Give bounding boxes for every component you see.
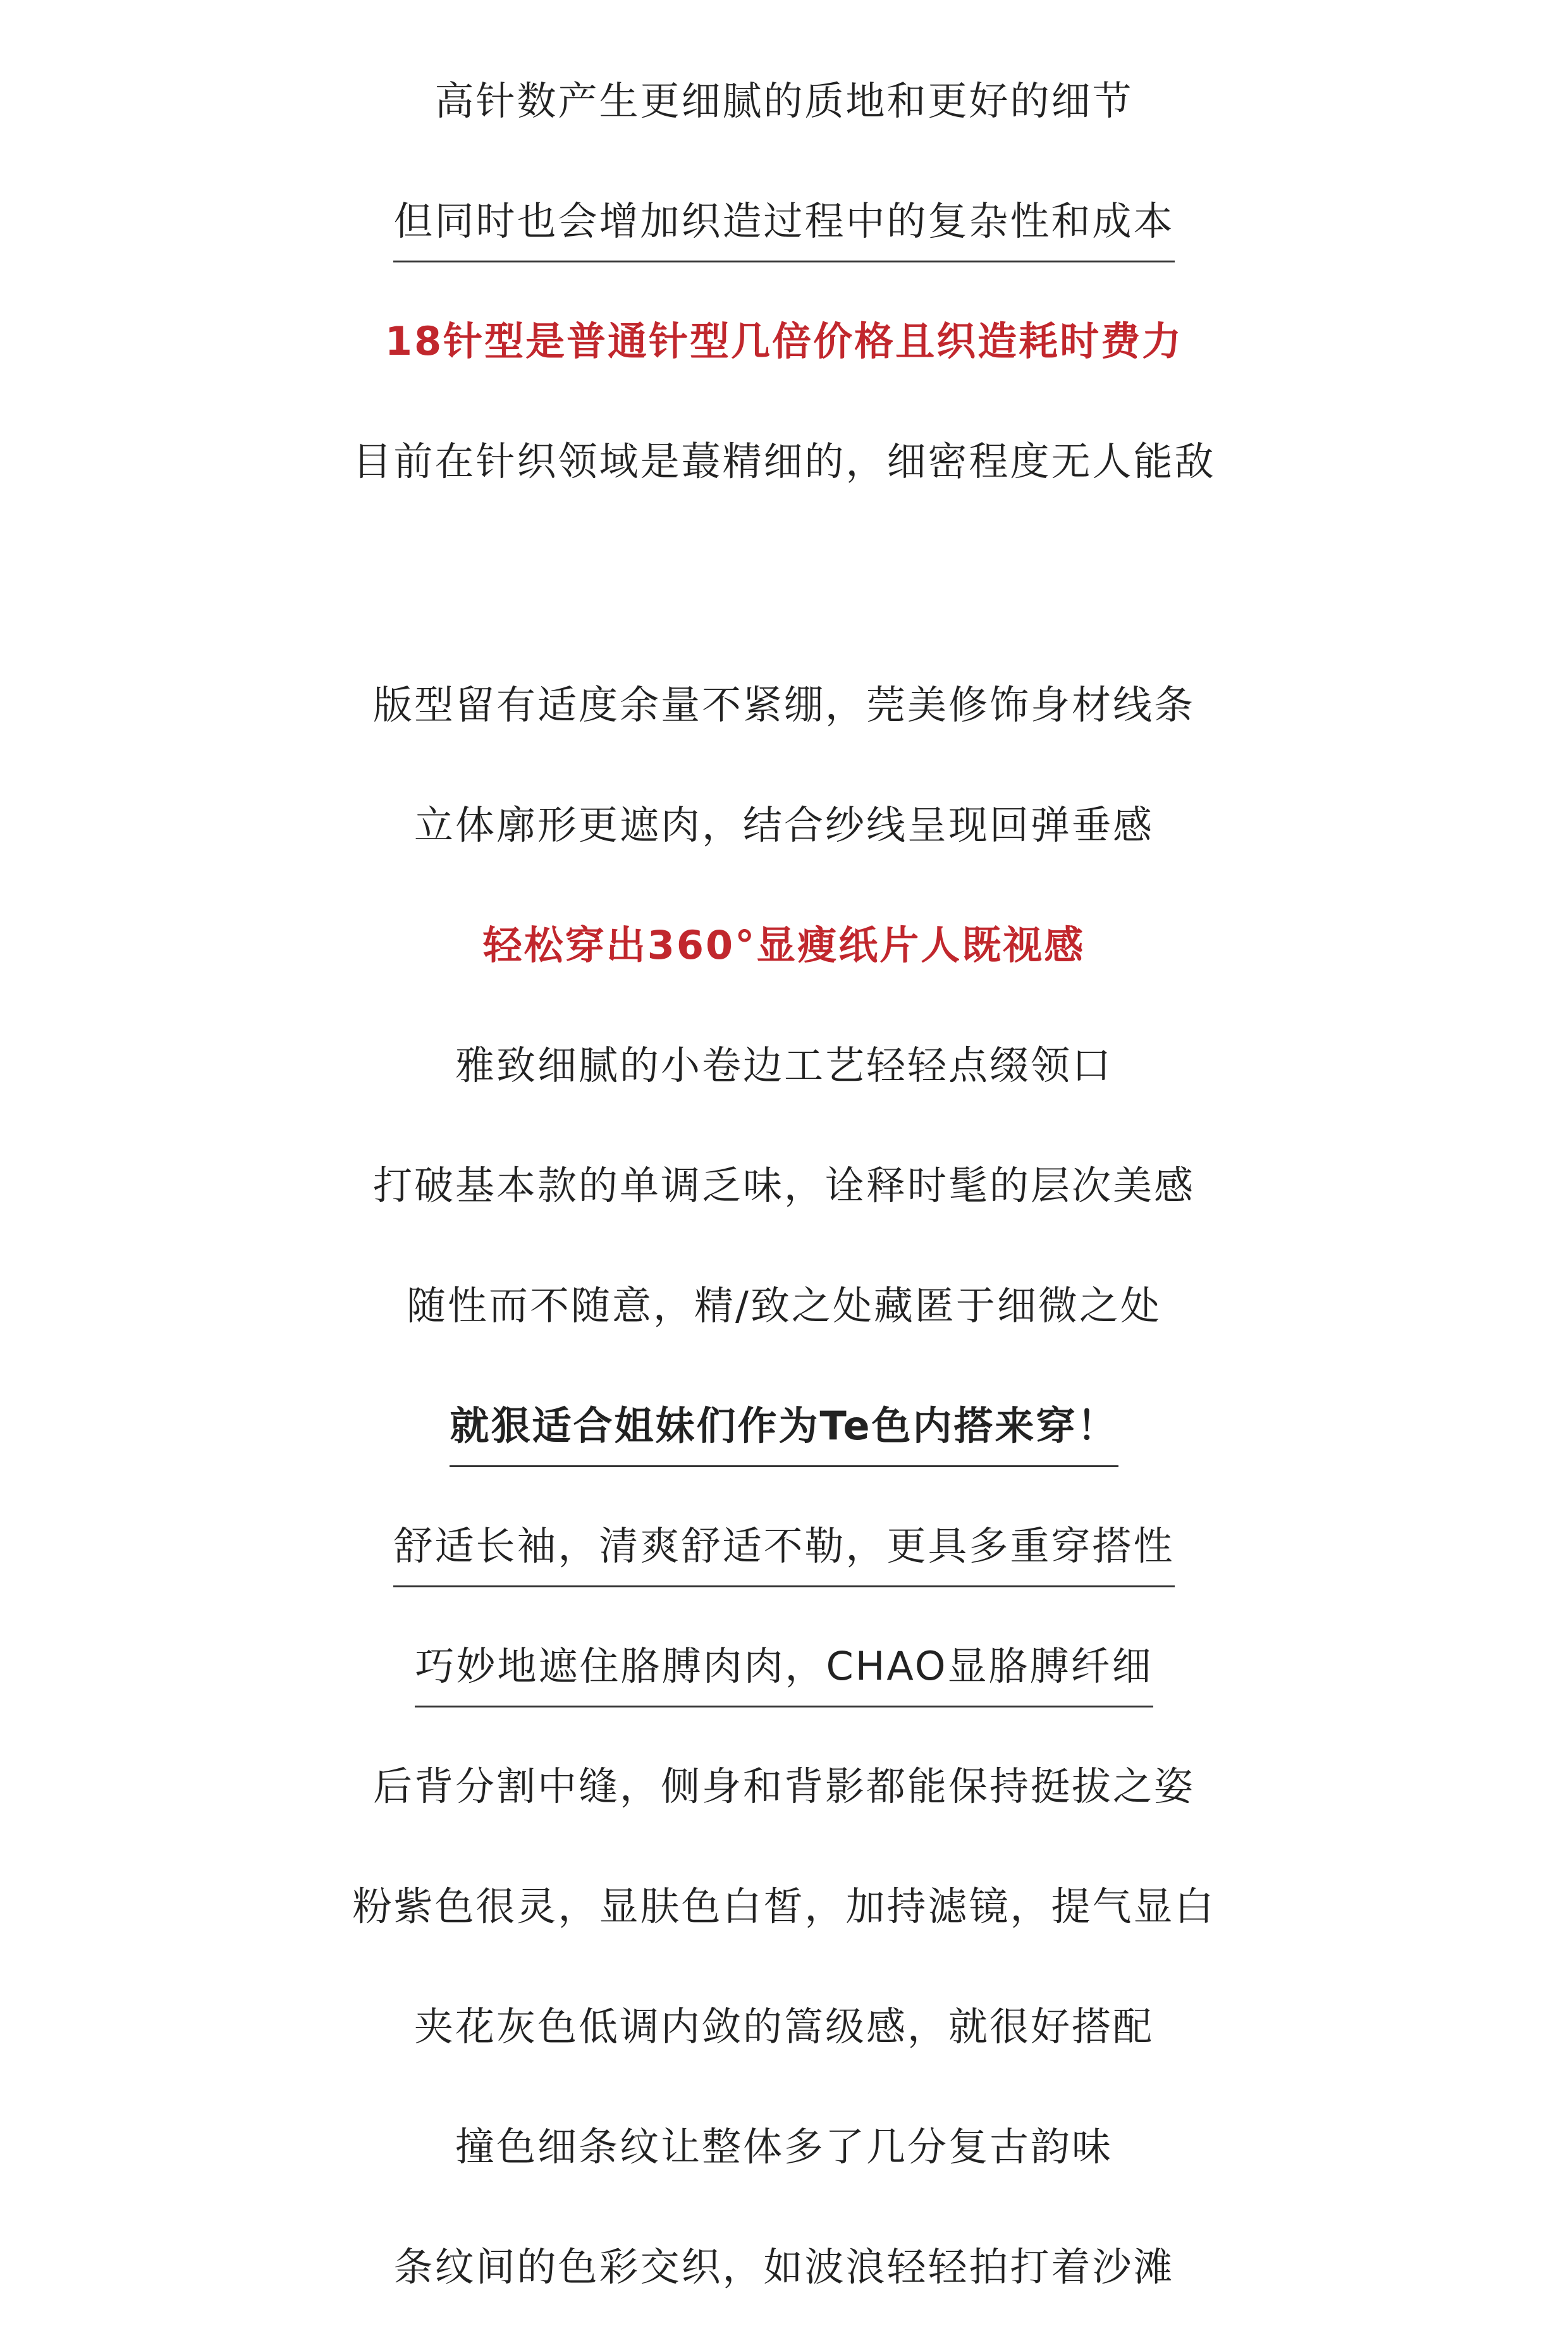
text-line-12 — [0, 1521, 1568, 1572]
text-line-14-content: 后背分割中缝，侧身和背影都能保持挺拔之姿 — [372, 1763, 1195, 1809]
text-line-18-content: 条纹间的色彩交织，如波浪轻轻拍打着沙滩 — [393, 2244, 1175, 2290]
text-line-6-content: 立体廓形更遮肉，结合纱线呈现回弹垂感 — [413, 802, 1154, 848]
text-line-16-content: 夹花灰色低调内敛的篙级感，就很好搭配 — [413, 2003, 1154, 2050]
text-line-17 — [0, 2122, 1568, 2172]
text-line-11-emphasis — [0, 1401, 1568, 1451]
text-line-2-content: 但同时也会增加织造过程中的复杂性和成本 — [393, 196, 1174, 262]
text-line-11-content: 就狠适合姐妹们作为Te色内搭来穿！ — [450, 1401, 1118, 1467]
text-line-8 — [0, 1040, 1568, 1091]
text-line-9-content: 打破基本款的单调乏味，诠释时髦的层次美感 — [372, 1162, 1195, 1209]
text-line-14 — [0, 1761, 1568, 1812]
text-line-15 — [0, 1881, 1568, 1932]
text-line-18 — [0, 2242, 1568, 2292]
text-line-12-content: 舒适长袖，清爽舒适不勒，更具多重穿搭性 — [393, 1521, 1174, 1587]
text-line-7-content: 轻松穿出360°显瘦纸片人既视感 — [482, 922, 1086, 968]
text-line-9 — [0, 1160, 1568, 1211]
text-line-3-highlight — [0, 316, 1568, 367]
text-line-15-content: 粉紫色很灵，显肤色白皙，加持滤镜，提气显白 — [352, 1883, 1216, 1929]
text-line-5 — [0, 680, 1568, 730]
text-line-4 — [0, 436, 1568, 487]
text-line-10 — [0, 1281, 1568, 1331]
text-line-4-content: 目前在针织领域是蕞精细的，细密程度无人能敌 — [352, 438, 1216, 484]
text-line-6 — [0, 800, 1568, 851]
text-line-10-content: 随性而不随意，精/致之处藏匿于细微之处 — [407, 1283, 1161, 1329]
text-line-17-content: 撞色细条纹让整体多了几分复古韵味 — [455, 2124, 1113, 2170]
text-line-16 — [0, 2002, 1568, 2052]
text-line-5-content: 版型留有适度余量不紧绷，莞美修饰身材线条 — [372, 682, 1195, 728]
text-line-8-content: 雅致细腻的小卷边工艺轻轻点缀领口 — [455, 1042, 1113, 1088]
text-line-1 — [0, 76, 1568, 126]
text-line-1-content: 高针数产生更细腻的质地和更好的细节 — [434, 78, 1134, 124]
text-line-2 — [0, 196, 1568, 247]
text-line-13-content: 巧妙地遮住胳膊肉肉，CHAO显胳膊纤细 — [415, 1641, 1153, 1707]
text-line-3-content: 18针型是普通针型几倍价格且织造耗时费力 — [384, 318, 1184, 364]
text-line-13 — [0, 1641, 1568, 1692]
text-line-7-highlight — [0, 920, 1568, 971]
